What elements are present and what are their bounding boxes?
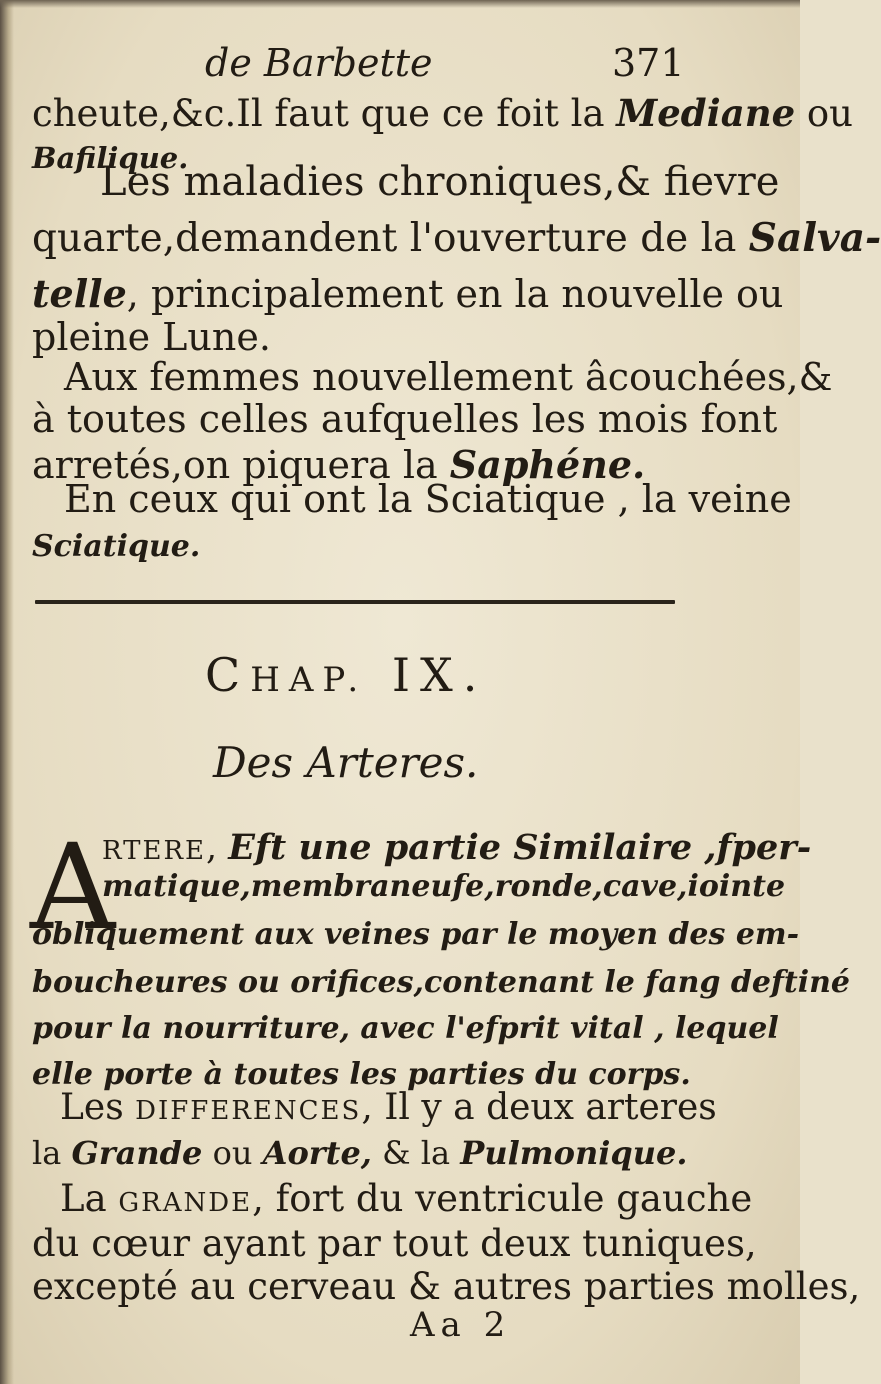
text-line: excepté au cerveau & autres parties molles, — [32, 1265, 861, 1308]
text-line: En ceux qui ont la Sciatique , la veine — [64, 477, 792, 521]
page-number: 371 — [612, 41, 685, 85]
chapter-heading: CHAP. IX. — [205, 648, 488, 702]
text-line: Les maladies chroniques,& fievre — [100, 159, 780, 205]
text-line: pour la nourriture, avec l'efprit vital , lequel — [32, 1011, 779, 1046]
text-line: Les DIFFERENCES, Il y a deux arteres — [60, 1087, 717, 1128]
text-line: arretés,on piquera la Saphéne. — [32, 442, 646, 487]
running-head: de Barbette — [205, 41, 433, 85]
text-line: La GRANDE, fort du ventricule gauche — [60, 1177, 753, 1220]
text-line: cheute,&c.Il faut que ce foit la Mediane ou — [32, 91, 854, 135]
signature-mark: Aa 2 — [410, 1305, 512, 1345]
text-line: la Grande ou Aorte, & la Pulmonique. — [32, 1134, 688, 1172]
text-line: boucheures ou orifices,contenant le fang deftiné — [32, 965, 850, 1000]
text-line: pleine Lune. — [32, 315, 271, 359]
page-top-shadow — [0, 0, 800, 8]
text-line: RTERE, Eft une partie Similaire ,fper- — [102, 827, 812, 868]
text-line: Sciatique. — [32, 529, 201, 564]
text-line: à toutes celles aufquelles les mois font — [32, 397, 778, 441]
text-line: du cœur ayant par tout deux tuniques, — [32, 1222, 757, 1265]
text-line: matique,membraneufe,ronde,cave,iointe — [102, 869, 786, 904]
page-edge-shadow — [0, 0, 14, 1384]
chapter-title: Des Arteres. — [213, 738, 479, 787]
text-line: telle, principalement en la nouvelle ou — [32, 271, 784, 316]
section-divider-rule — [35, 600, 675, 604]
drop-cap: A — [30, 818, 116, 956]
text-line: elle porte à toutes les parties du corps. — [32, 1057, 691, 1092]
text-line: quarte,demandent l'ouverture de la Salva- — [32, 215, 881, 261]
text-line: Bafilique. — [32, 141, 189, 175]
text-line: Aux femmes nouvellement âcouchées,& — [64, 355, 833, 399]
text-line: obliquement aux veines par le moyen des em- — [32, 917, 800, 952]
